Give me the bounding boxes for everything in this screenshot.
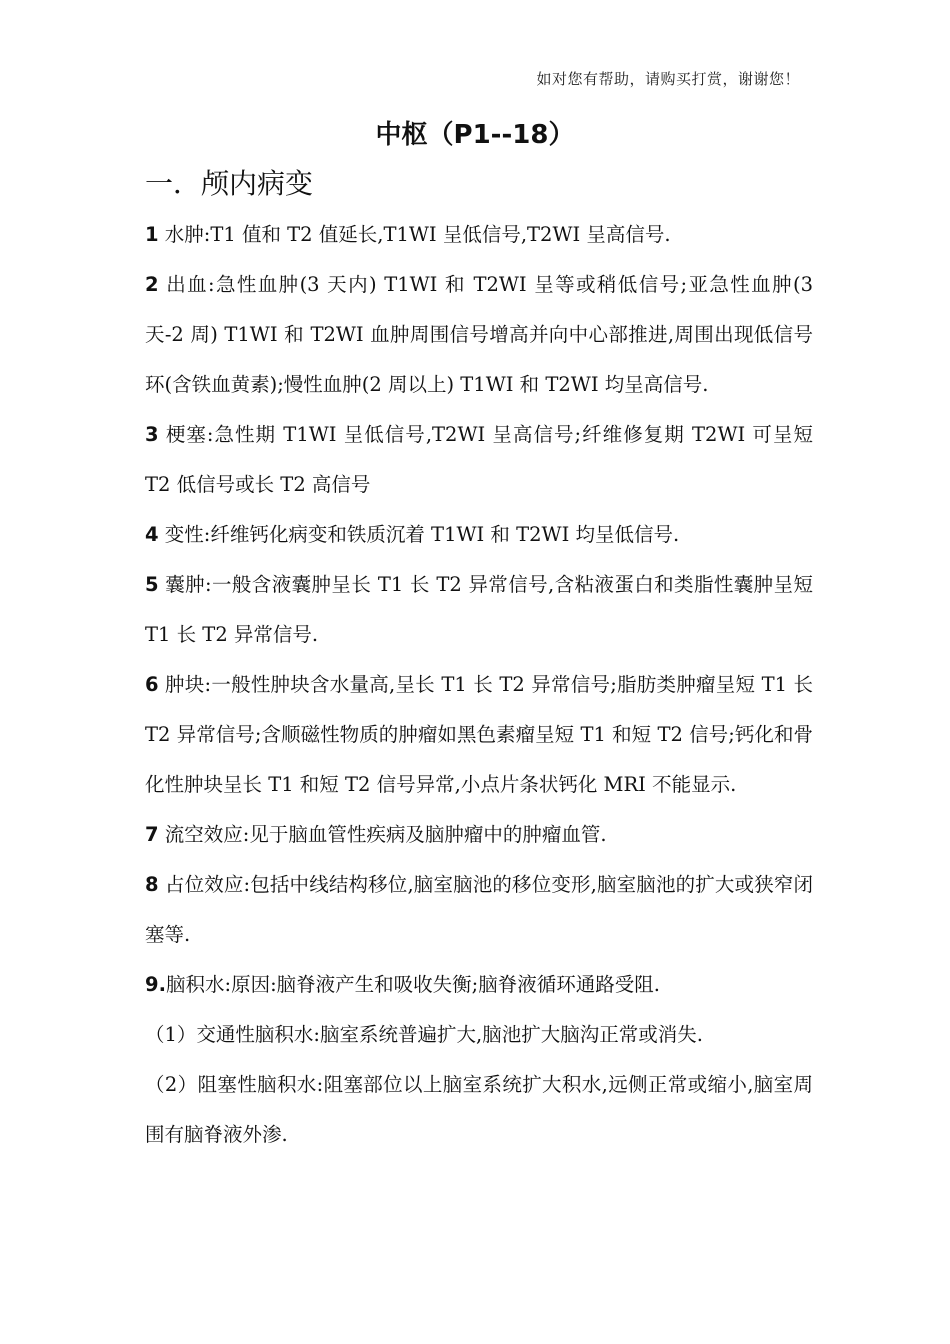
paragraph-number: 7 [145,823,159,846]
paragraph-text: 见于脑血管性疾病及脑肿瘤中的肿瘤血管. [249,823,607,846]
sub-item-2 [145,1060,813,1160]
paragraph-term: 变性: [164,523,211,546]
paragraph-text: 原因:脑脊液产生和吸收失衡;脑脊液循环通路受阻. [231,973,660,996]
sub-item-label: （1） [145,1023,197,1046]
paragraph-term: 占位效应: [164,873,251,896]
paragraph-number: 8 [145,873,159,896]
paragraph-term: 囊肿: [165,573,212,596]
paragraph-text: 一般性肿块含水量高,呈长 T1 长 T2 异常信号;脂肪类肿瘤呈短 T1 长 T2 异常信号;含顺磁性物质的肿瘤如黑色素瘤呈短 T1 和短 T2 信号;钙化和骨化性肿块呈长 T1 和短 T2 信号异常,小点片条状钙化 MRI 不能显示. [145,673,814,796]
paragraph-1 [145,210,813,260]
paragraph-9 [145,960,813,1010]
paragraph-number: 2 [145,273,159,296]
paragraph-4 [145,510,813,560]
paragraph-term: 梗塞: [165,423,214,446]
paragraph-term: 出血: [166,273,215,296]
paragraph-term: 肿块: [165,673,212,696]
paragraph-5 [145,560,813,660]
paragraph-text: 一般含液囊肿呈长 T1 长 T2 异常信号,含粘液蛋白和类脂性囊肿呈短 T1 长 T2 异常信号. [145,573,813,646]
paragraph-6 [145,660,813,810]
document-title: 中枢（P1--18） [375,120,575,150]
body-text [145,210,813,1160]
sub-item-text: 交通性脑积水:脑室系统普遍扩大,脑池扩大脑沟正常或消失. [196,1023,703,1046]
paragraph-text: T1 值和 T2 值延长,T1WI 呈低信号,T2WI 呈高信号. [210,223,671,246]
paragraph-number: 4 [145,523,159,546]
sub-item-text: 阻塞性脑积水:阻塞部位以上脑室系统扩大积水,远侧正常或缩小,脑室周围有脑脊液外渗. [145,1073,813,1146]
paragraph-number: 1 [145,223,159,246]
paragraph-3 [145,410,813,510]
paragraph-7 [145,810,813,860]
paragraph-2 [145,260,813,410]
paragraph-text: 急性期 T1WI 呈低信号,T2WI 呈高信号;纤维修复期 T2WI 可呈短 T2 低信号或长 T2 高信号 [145,423,813,496]
section-heading: 一．颅内病变 [145,167,314,200]
paragraph-8 [145,860,813,960]
paragraph-text: 急性血肿(3 天内) T1WI 和 T2WI 呈等或稍低信号;亚急性血肿(3 天-2 周) T1WI 和 T2WI 血肿周围信号增高并向中心部推进,周围出现低信号环(含铁血黄素);慢性血肿(2 周以上) T1WI 和 T2WI 均呈高信号. [145,273,814,396]
paragraph-term: 流空效应: [164,823,250,846]
paragraph-text: 纤维钙化病变和铁质沉着 T1WI 和 T2WI 均呈低信号. [210,523,680,546]
paragraph-term: 脑积水: [165,973,232,996]
paragraph-number: 9. [145,973,166,996]
paragraph-number: 5 [145,573,159,596]
sub-item-label: （2） [145,1073,198,1096]
paragraph-number: 3 [145,423,159,446]
sub-item-1 [145,1010,813,1060]
header-note: 如对您有帮助，请购买打赏，谢谢您！ [536,70,800,88]
paragraph-term: 水肿: [164,223,211,246]
paragraph-number: 6 [145,673,159,696]
paragraph-text: 包括中线结构移位,脑室脑池的移位变形,脑室脑池的扩大或狭窄闭塞等. [145,873,813,946]
